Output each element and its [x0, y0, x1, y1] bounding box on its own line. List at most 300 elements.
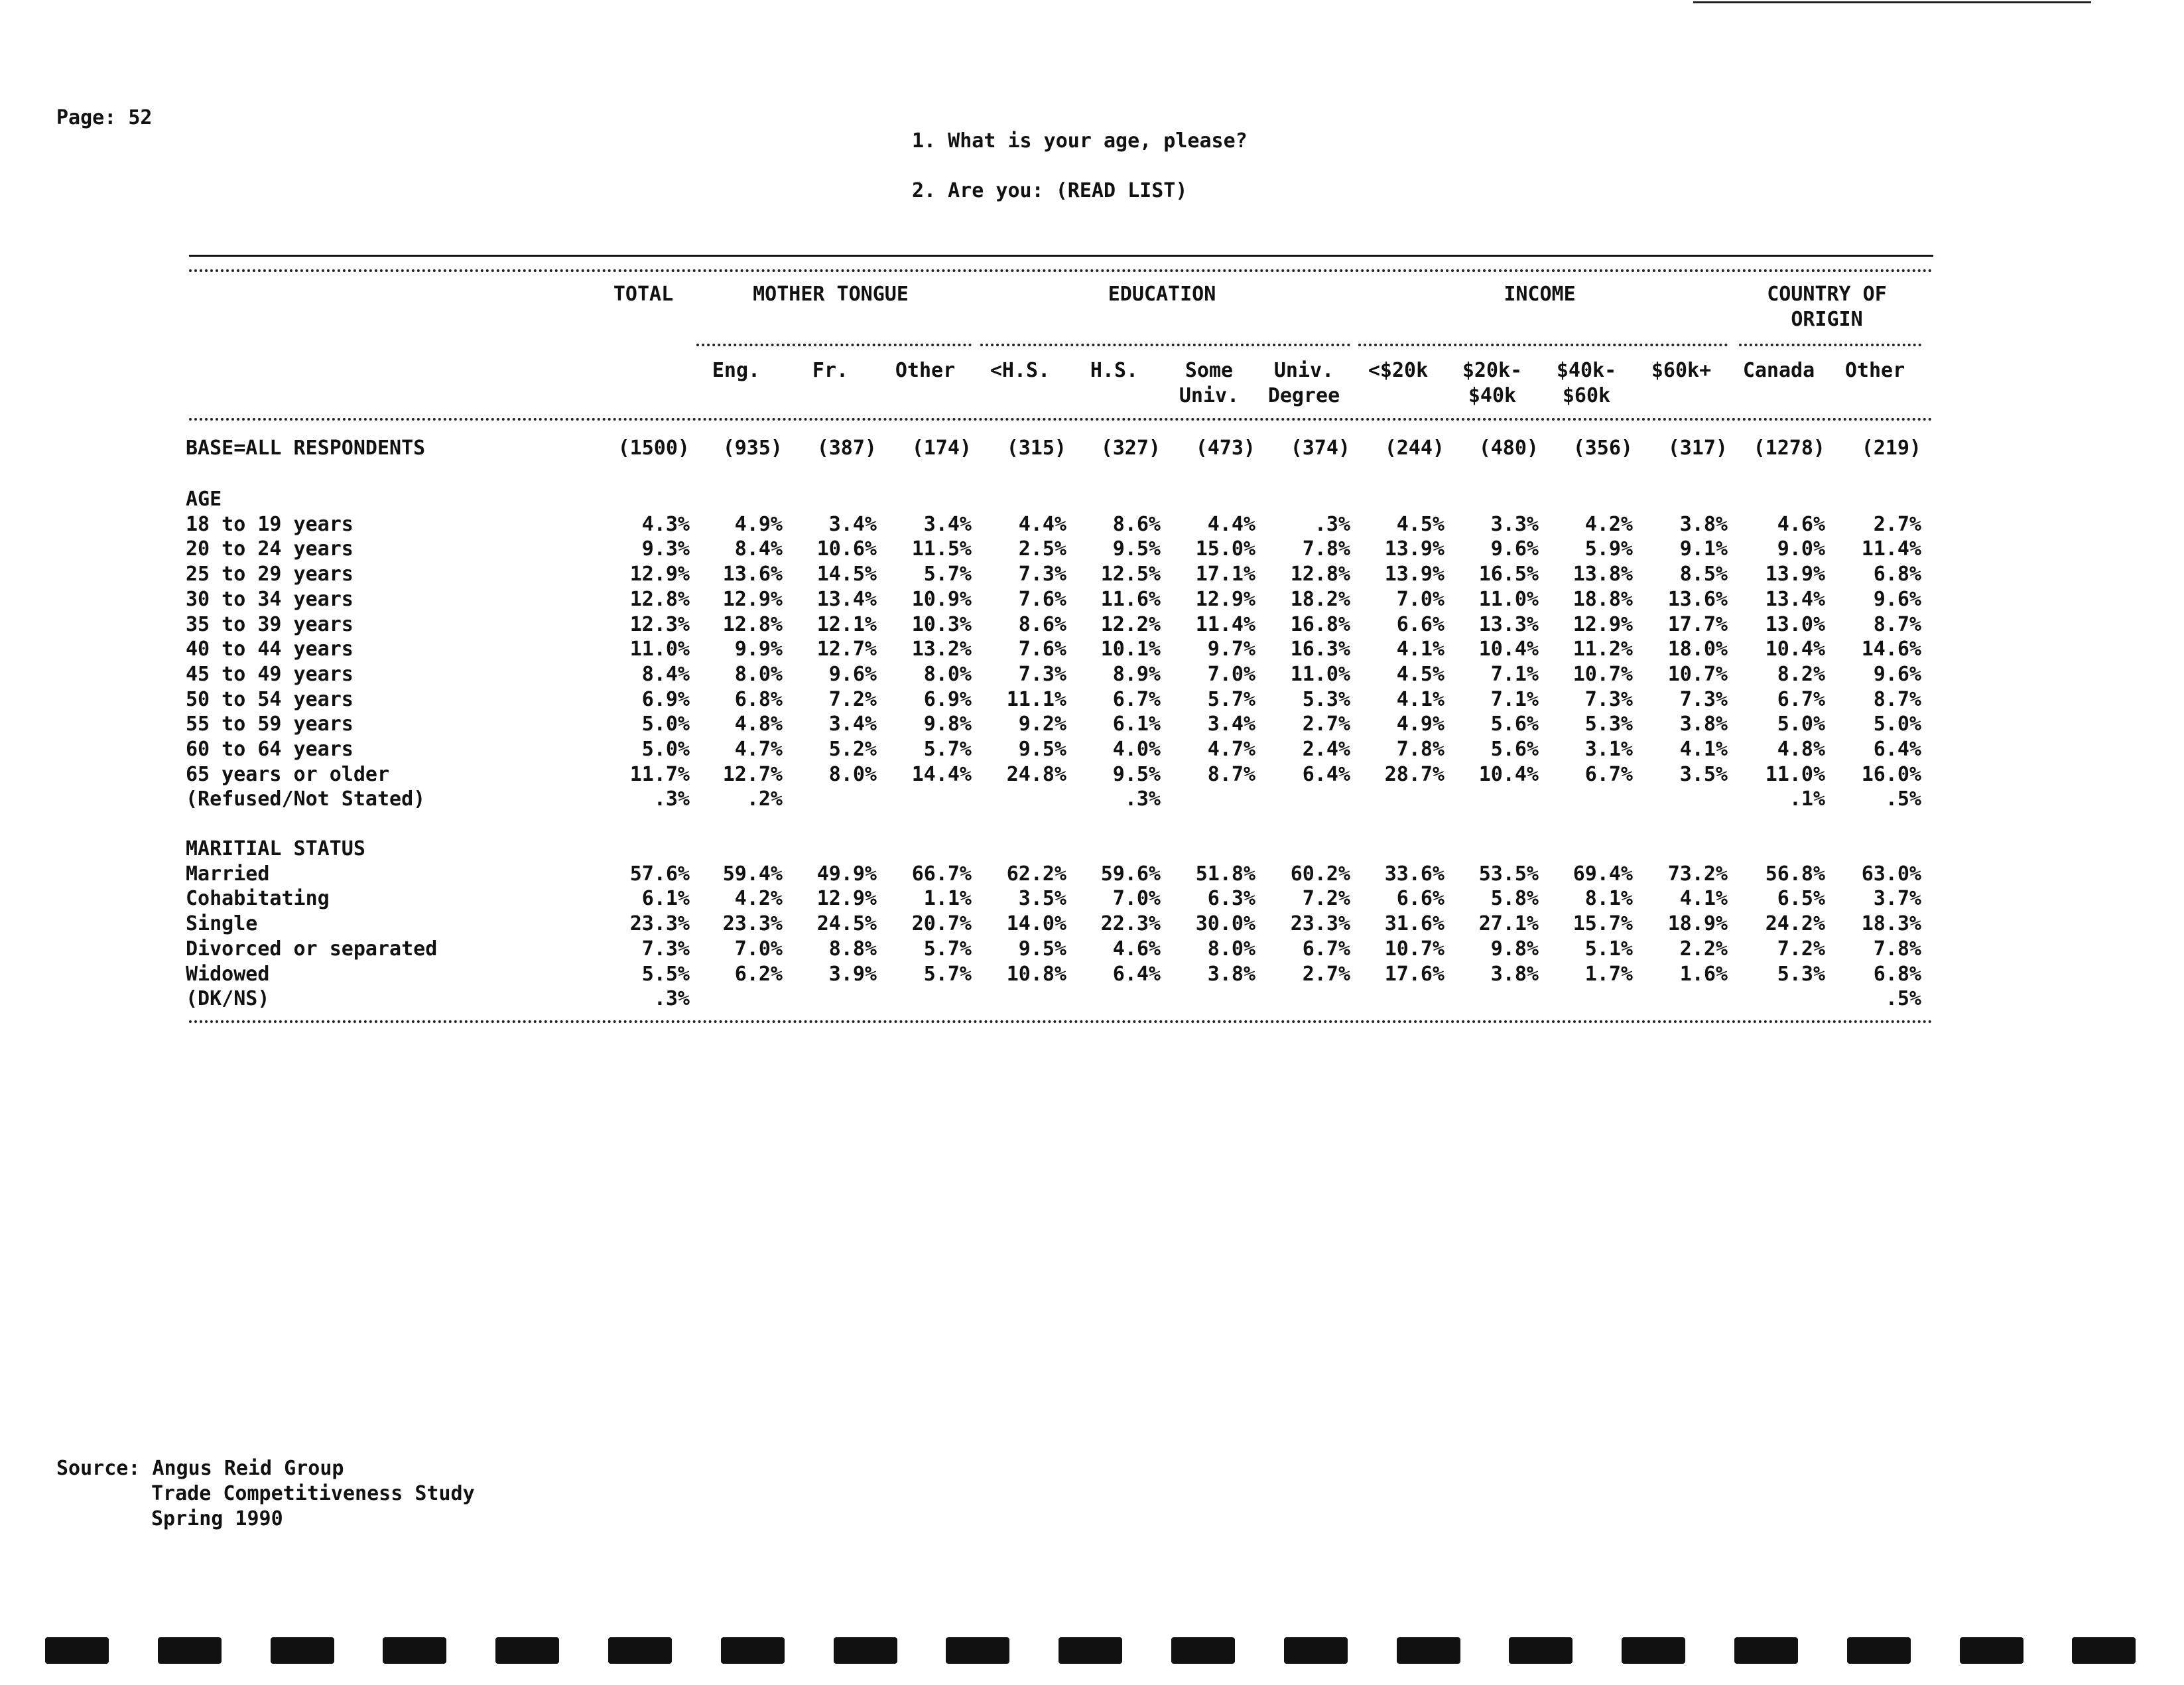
- row-label: 55 to 59 years: [186, 712, 353, 736]
- table-cell: 13.4%: [816, 587, 877, 611]
- table-cell: 13.4%: [1765, 587, 1825, 611]
- base-count: (356): [1573, 437, 1633, 460]
- table-cell: 3.4%: [1207, 712, 1255, 736]
- table-cell: 12.9%: [1573, 612, 1633, 636]
- table-cell: 8.4%: [734, 537, 783, 561]
- question-2: 2. Are you: (READ LIST): [912, 179, 1188, 202]
- table-cell: 6.4%: [1112, 962, 1161, 986]
- table-cell: 10.4%: [1478, 638, 1539, 661]
- table-cell: 12.7%: [816, 638, 877, 661]
- group-underline: [1739, 344, 1921, 346]
- table-cell: 6.8%: [1873, 962, 1921, 986]
- table-cell: 4.6%: [1777, 512, 1825, 536]
- table-cell: 1.7%: [1584, 962, 1633, 986]
- table-cell: 53.5%: [1478, 862, 1539, 886]
- page-number: Page: 52: [56, 106, 153, 129]
- table-cell: .2%: [746, 787, 783, 811]
- table-cell: 12.8%: [722, 612, 783, 636]
- table-cell: 7.3%: [1679, 687, 1728, 711]
- base-count: (480): [1478, 437, 1539, 460]
- table-bottom-dash-rule: [189, 1020, 1933, 1023]
- group-underline: [1358, 344, 1728, 346]
- table-cell: 10.7%: [1573, 662, 1633, 686]
- table-cell: 4.5%: [1396, 662, 1445, 686]
- column-header: <$20k: [1368, 359, 1429, 382]
- table-cell: 5.9%: [1584, 537, 1633, 561]
- table-cell: 10.7%: [1667, 662, 1728, 686]
- edge-block: [158, 1637, 222, 1664]
- table-cell: 6.7%: [1584, 762, 1633, 786]
- table-cell: 6.8%: [1873, 563, 1921, 586]
- table-cell: 9.8%: [923, 712, 972, 736]
- source-line-2: Trade Competitiveness Study: [151, 1482, 475, 1505]
- table-cell: 12.9%: [1195, 587, 1255, 611]
- table-cell: 8.6%: [1112, 512, 1161, 536]
- table-cell: 10.6%: [816, 537, 877, 561]
- edge-block: [2072, 1637, 2136, 1664]
- base-count: (387): [816, 437, 877, 460]
- table-cell: 9.1%: [1679, 537, 1728, 561]
- table-cell: 4.2%: [1584, 512, 1633, 536]
- table-cell: 6.4%: [1873, 738, 1921, 761]
- table-cell: 6.1%: [1112, 712, 1161, 736]
- table-cell: 5.3%: [1302, 687, 1350, 711]
- table-cell: .3%: [1314, 512, 1350, 536]
- table-cell: 16.8%: [1290, 612, 1350, 636]
- table-cell: 8.0%: [1207, 937, 1255, 961]
- edge-block: [1171, 1637, 1235, 1664]
- table-cell: 7.0%: [1112, 887, 1161, 911]
- table-cell: 9.5%: [1018, 937, 1066, 961]
- row-label: 25 to 29 years: [186, 563, 353, 586]
- question-1: 1. What is your age, please?: [912, 129, 1248, 153]
- base-count: (219): [1861, 437, 1921, 460]
- table-cell: 5.5%: [641, 962, 690, 986]
- scan-edge-blocks: [45, 1637, 2141, 1666]
- table-cell: 9.9%: [734, 638, 783, 661]
- table-cell: 3.1%: [1584, 738, 1633, 761]
- table-cell: 12.8%: [629, 587, 690, 611]
- table-cell: 7.2%: [1777, 937, 1825, 961]
- row-label: Single: [186, 912, 258, 936]
- table-cell: 8.9%: [1112, 662, 1161, 686]
- table-cell: 17.1%: [1195, 563, 1255, 586]
- table-cell: 13.8%: [1573, 563, 1633, 586]
- table-cell: 5.1%: [1584, 937, 1633, 961]
- row-label: Cohabitating: [186, 887, 330, 911]
- table-cell: 3.4%: [828, 712, 877, 736]
- column-header: $40k- $60k: [1556, 359, 1617, 407]
- table-cell: 10.4%: [1478, 762, 1539, 786]
- table-cell: 13.6%: [1667, 587, 1728, 611]
- table-cell: 4.9%: [1396, 712, 1445, 736]
- table-cell: 9.3%: [641, 537, 690, 561]
- table-cell: 69.4%: [1573, 862, 1633, 886]
- table-cell: 7.2%: [1302, 887, 1350, 911]
- table-cell: 6.7%: [1777, 687, 1825, 711]
- table-cell: 10.7%: [1384, 937, 1445, 961]
- table-cell: 6.9%: [641, 687, 690, 711]
- table-cell: 4.5%: [1396, 512, 1445, 536]
- table-cell: 4.7%: [734, 738, 783, 761]
- table-cell: .5%: [1885, 787, 1921, 811]
- table-cell: 8.0%: [734, 662, 783, 686]
- column-header: <H.S.: [990, 359, 1051, 382]
- table-cell: 7.0%: [1396, 587, 1445, 611]
- column-header: $20k- $40k: [1462, 359, 1523, 407]
- base-count: (1500): [617, 437, 690, 460]
- table-cell: 5.2%: [828, 738, 877, 761]
- table-cell: 18.9%: [1667, 912, 1728, 936]
- table-cell: 2.7%: [1302, 712, 1350, 736]
- table-cell: 3.9%: [828, 962, 877, 986]
- table-cell: .3%: [653, 987, 690, 1011]
- column-header: Canada: [1742, 359, 1815, 382]
- table-cell: 33.6%: [1384, 862, 1445, 886]
- table-cell: 7.8%: [1396, 738, 1445, 761]
- table-cell: 24.8%: [1006, 762, 1066, 786]
- table-cell: 73.2%: [1667, 862, 1728, 886]
- row-label: Married: [186, 862, 270, 886]
- table-cell: 9.0%: [1777, 537, 1825, 561]
- table-cell: 31.6%: [1384, 912, 1445, 936]
- table-cell: 13.0%: [1765, 612, 1825, 636]
- group-underline: [696, 344, 972, 346]
- table-cell: 3.7%: [1873, 887, 1921, 911]
- row-label: (Refused/Not Stated): [186, 787, 426, 811]
- table-cell: 14.0%: [1006, 912, 1066, 936]
- table-cell: 14.5%: [816, 563, 877, 586]
- base-count: (315): [1006, 437, 1066, 460]
- group-header: INCOME: [1504, 283, 1576, 306]
- source-line-3: Spring 1990: [151, 1507, 283, 1530]
- table-cell: 13.2%: [911, 638, 972, 661]
- table-cell: 11.6%: [1100, 587, 1161, 611]
- base-count: (327): [1100, 437, 1161, 460]
- table-cell: 11.0%: [1290, 662, 1350, 686]
- table-cell: 12.9%: [816, 887, 877, 911]
- table-cell: 8.1%: [1584, 887, 1633, 911]
- edge-block: [495, 1637, 559, 1664]
- table-cell: .3%: [653, 787, 690, 811]
- edge-block: [1509, 1637, 1573, 1664]
- table-cell: 3.5%: [1018, 887, 1066, 911]
- table-cell: 3.8%: [1679, 712, 1728, 736]
- table-cell: 5.7%: [923, 563, 972, 586]
- table-cell: 8.0%: [923, 662, 972, 686]
- section-title: MARITIAL STATUS: [186, 837, 365, 860]
- table-cell: 18.0%: [1667, 638, 1728, 661]
- table-cell: 10.3%: [911, 612, 972, 636]
- table-cell: 12.5%: [1100, 563, 1161, 586]
- table-cell: 10.4%: [1765, 638, 1825, 661]
- table-cell: 7.3%: [1584, 687, 1633, 711]
- table-cell: 5.7%: [923, 962, 972, 986]
- table-cell: 11.4%: [1861, 537, 1921, 561]
- table-cell: 62.2%: [1006, 862, 1066, 886]
- column-header: Eng.: [712, 359, 761, 382]
- edge-block: [834, 1637, 897, 1664]
- table-cell: 4.4%: [1207, 512, 1255, 536]
- group-header: EDUCATION: [1108, 283, 1216, 306]
- table-cell: 6.2%: [734, 962, 783, 986]
- table-cell: 22.3%: [1100, 912, 1161, 936]
- group-header: TOTAL: [613, 283, 674, 306]
- table-cell: 60.2%: [1290, 862, 1350, 886]
- row-label: Widowed: [186, 962, 270, 986]
- table-cell: 13.9%: [1384, 537, 1445, 561]
- table-cell: 6.5%: [1777, 887, 1825, 911]
- table-cell: 12.9%: [722, 587, 783, 611]
- table-cell: 20.7%: [911, 912, 972, 936]
- column-header: Other: [895, 359, 956, 382]
- table-cell: 18.3%: [1861, 912, 1921, 936]
- table-cell: 8.5%: [1679, 563, 1728, 586]
- base-count: (1278): [1753, 437, 1825, 460]
- table-cell: 5.0%: [1777, 712, 1825, 736]
- table-cell: 11.2%: [1573, 638, 1633, 661]
- base-count: (374): [1290, 437, 1350, 460]
- table-cell: 12.3%: [629, 612, 690, 636]
- column-header: Other: [1844, 359, 1905, 382]
- row-label: (DK/NS): [186, 987, 270, 1011]
- table-cell: 6.6%: [1396, 612, 1445, 636]
- table-cell: 8.7%: [1873, 612, 1921, 636]
- row-label: 35 to 39 years: [186, 612, 353, 636]
- edge-block: [608, 1637, 672, 1664]
- table-cell: 13.9%: [1765, 563, 1825, 586]
- group-header: MOTHER TONGUE: [753, 283, 909, 306]
- table-cell: 9.8%: [1490, 937, 1539, 961]
- table-cell: 7.2%: [828, 687, 877, 711]
- table-cell: 4.1%: [1396, 638, 1445, 661]
- table-cell: 6.8%: [734, 687, 783, 711]
- table-cell: 6.9%: [923, 687, 972, 711]
- top-edge-rule: [1693, 1, 2091, 3]
- table-cell: 66.7%: [911, 862, 972, 886]
- table-cell: 18.2%: [1290, 587, 1350, 611]
- column-header: Fr.: [812, 359, 849, 382]
- edge-block: [1960, 1637, 2023, 1664]
- table-cell: 5.7%: [1207, 687, 1255, 711]
- table-cell: 13.9%: [1384, 563, 1445, 586]
- table-cell: 15.7%: [1573, 912, 1633, 936]
- table-cell: 9.5%: [1112, 537, 1161, 561]
- table-cell: 4.6%: [1112, 937, 1161, 961]
- table-cell: 11.7%: [629, 762, 690, 786]
- table-top-rule: [189, 255, 1933, 257]
- table-cell: 5.3%: [1584, 712, 1633, 736]
- table-cell: 5.7%: [923, 937, 972, 961]
- table-cell: 13.6%: [722, 563, 783, 586]
- table-cell: .5%: [1885, 987, 1921, 1011]
- table-cell: 4.2%: [734, 887, 783, 911]
- group-header: COUNTRY OF ORIGIN: [1767, 283, 1887, 331]
- table-cell: 9.6%: [1873, 587, 1921, 611]
- table-cell: 2.5%: [1018, 537, 1066, 561]
- table-cell: 14.6%: [1861, 638, 1921, 661]
- row-label: 50 to 54 years: [186, 687, 353, 711]
- table-cell: 4.8%: [734, 712, 783, 736]
- table-cell: 2.7%: [1302, 962, 1350, 986]
- edge-block: [1622, 1637, 1685, 1664]
- base-count: (935): [722, 437, 783, 460]
- table-cell: 6.1%: [641, 887, 690, 911]
- table-cell: 23.3%: [1290, 912, 1350, 936]
- table-cell: 11.1%: [1006, 687, 1066, 711]
- table-cell: 1.6%: [1679, 962, 1728, 986]
- table-cell: 12.1%: [816, 612, 877, 636]
- table-cell: 4.4%: [1018, 512, 1066, 536]
- table-cell: 4.1%: [1679, 738, 1728, 761]
- base-count: (317): [1667, 437, 1728, 460]
- source-note: [56, 1456, 475, 1532]
- table-cell: 4.1%: [1679, 887, 1728, 911]
- table-cell: 15.0%: [1195, 537, 1255, 561]
- table-cell: 4.9%: [734, 512, 783, 536]
- table-cell: 59.6%: [1100, 862, 1161, 886]
- table-cell: 57.6%: [629, 862, 690, 886]
- table-cell: 3.4%: [828, 512, 877, 536]
- base-count: (174): [911, 437, 972, 460]
- edge-block: [946, 1637, 1009, 1664]
- column-header: H.S.: [1090, 359, 1139, 382]
- section-title: AGE: [186, 488, 222, 511]
- base-row-label: BASE=ALL RESPONDENTS: [186, 437, 426, 460]
- table-cell: 5.8%: [1490, 887, 1539, 911]
- table-cell: 7.6%: [1018, 638, 1066, 661]
- edge-block: [1734, 1637, 1798, 1664]
- table-cell: 18.8%: [1573, 587, 1633, 611]
- table-cell: 6.4%: [1302, 762, 1350, 786]
- table-cell: 16.5%: [1478, 563, 1539, 586]
- column-header: $60k+: [1651, 359, 1712, 382]
- table-cell: 7.3%: [1018, 563, 1066, 586]
- column-header: Some Univ.: [1179, 359, 1240, 407]
- base-count: (473): [1195, 437, 1255, 460]
- header-bottom-dash-rule: [189, 418, 1933, 421]
- table-cell: 7.1%: [1490, 687, 1539, 711]
- table-cell: .1%: [1789, 787, 1825, 811]
- table-cell: 6.6%: [1396, 887, 1445, 911]
- table-cell: 2.2%: [1679, 937, 1728, 961]
- table-cell: 8.6%: [1018, 612, 1066, 636]
- table-cell: 12.9%: [629, 563, 690, 586]
- table-cell: 2.4%: [1302, 738, 1350, 761]
- row-label: 40 to 44 years: [186, 638, 353, 661]
- table-cell: 16.3%: [1290, 638, 1350, 661]
- table-cell: 3.8%: [1207, 962, 1255, 986]
- table-cell: 7.6%: [1018, 587, 1066, 611]
- table-cell: 17.7%: [1667, 612, 1728, 636]
- table-cell: 4.1%: [1396, 687, 1445, 711]
- table-cell: 7.0%: [1207, 662, 1255, 686]
- table-cell: 56.8%: [1765, 862, 1825, 886]
- table-cell: 10.9%: [911, 587, 972, 611]
- table-cell: 12.7%: [722, 762, 783, 786]
- table-cell: 6.7%: [1112, 687, 1161, 711]
- table-cell: 27.1%: [1478, 912, 1539, 936]
- table-cell: 9.6%: [1873, 662, 1921, 686]
- table-cell: 4.3%: [641, 512, 690, 536]
- table-cell: 8.8%: [828, 937, 877, 961]
- table-cell: 5.7%: [923, 738, 972, 761]
- source-line-1: Source: Angus Reid Group: [56, 1457, 344, 1480]
- table-cell: 30.0%: [1195, 912, 1255, 936]
- table-cell: 63.0%: [1861, 862, 1921, 886]
- row-label: 18 to 19 years: [186, 512, 353, 536]
- table-cell: 9.2%: [1018, 712, 1066, 736]
- table-cell: 4.8%: [1777, 738, 1825, 761]
- table-cell: 8.7%: [1207, 762, 1255, 786]
- table-cell: 3.8%: [1679, 512, 1728, 536]
- table-cell: 9.6%: [828, 662, 877, 686]
- table-cell: 12.8%: [1290, 563, 1350, 586]
- table-cell: .3%: [1124, 787, 1161, 811]
- table-cell: 16.0%: [1861, 762, 1921, 786]
- group-underline: [980, 344, 1350, 346]
- table-cell: 4.0%: [1112, 738, 1161, 761]
- edge-block: [1847, 1637, 1911, 1664]
- table-cell: 7.8%: [1873, 937, 1921, 961]
- edge-block: [721, 1637, 785, 1664]
- table-cell: 8.2%: [1777, 662, 1825, 686]
- column-header: Univ. Degree: [1267, 359, 1340, 407]
- edge-block: [383, 1637, 446, 1664]
- table-cell: 13.3%: [1478, 612, 1539, 636]
- edge-block: [271, 1637, 334, 1664]
- table-cell: 28.7%: [1384, 762, 1445, 786]
- edge-block: [1284, 1637, 1348, 1664]
- table-cell: 1.1%: [923, 887, 972, 911]
- table-cell: 11.0%: [1765, 762, 1825, 786]
- table-cell: 5.0%: [641, 712, 690, 736]
- table-top-dash-rule: [189, 269, 1933, 272]
- row-label: 45 to 49 years: [186, 662, 353, 686]
- table-cell: 51.8%: [1195, 862, 1255, 886]
- table-cell: 5.6%: [1490, 712, 1539, 736]
- table-cell: 24.5%: [816, 912, 877, 936]
- row-label: Divorced or separated: [186, 937, 438, 961]
- table-cell: 5.3%: [1777, 962, 1825, 986]
- table-cell: 6.7%: [1302, 937, 1350, 961]
- table-cell: 3.4%: [923, 512, 972, 536]
- table-cell: 7.3%: [641, 937, 690, 961]
- table-cell: 11.5%: [911, 537, 972, 561]
- base-count: (244): [1384, 437, 1445, 460]
- row-label: 30 to 34 years: [186, 587, 353, 611]
- table-cell: 59.4%: [722, 862, 783, 886]
- table-cell: 14.4%: [911, 762, 972, 786]
- table-cell: 3.8%: [1490, 962, 1539, 986]
- row-label: 20 to 24 years: [186, 537, 353, 561]
- table-cell: 5.6%: [1490, 738, 1539, 761]
- table-cell: 17.6%: [1384, 962, 1445, 986]
- table-cell: 3.3%: [1490, 512, 1539, 536]
- table-cell: 10.1%: [1100, 638, 1161, 661]
- table-cell: 9.7%: [1207, 638, 1255, 661]
- table-cell: 6.3%: [1207, 887, 1255, 911]
- table-cell: 24.2%: [1765, 912, 1825, 936]
- table-cell: 12.2%: [1100, 612, 1161, 636]
- table-cell: 7.8%: [1302, 537, 1350, 561]
- table-cell: 49.9%: [816, 862, 877, 886]
- table-cell: 9.6%: [1490, 537, 1539, 561]
- table-cell: 8.0%: [828, 762, 877, 786]
- row-label: 65 years or older: [186, 762, 390, 786]
- table-cell: 9.5%: [1018, 738, 1066, 761]
- edge-block: [1397, 1637, 1460, 1664]
